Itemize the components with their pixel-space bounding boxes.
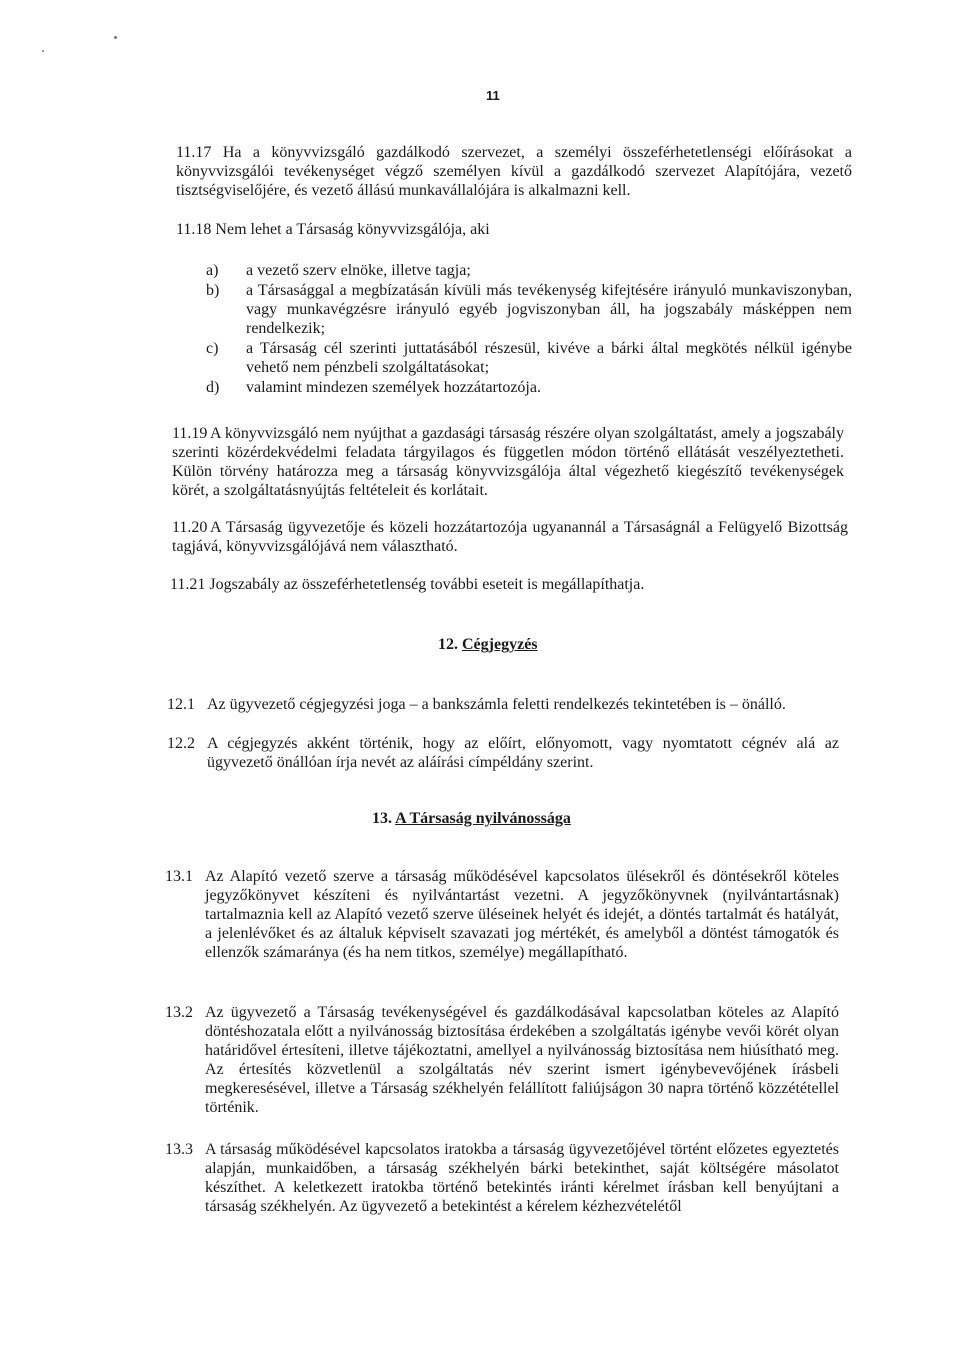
- section-intro: Nem lehet a Társaság könyvvizsgálója, aki: [215, 221, 490, 238]
- item-text: a vezető szerv elnöke, illetve tagja;: [246, 262, 471, 279]
- section-intro-line: [176, 220, 852, 239]
- section-text: [176, 143, 852, 200]
- section-body: A Társaság ügyvezetője és közeli hozzátartozója ugyanannál a Társaságnál a Felügyelő Bizottság tagjává, könyvvizsgálójává nem választható.: [172, 519, 848, 555]
- section-number: 11.19: [172, 425, 208, 442]
- section-body: A cégjegyzés akként történik, hogy az előírt, előnyomott, vagy nyomtatott cégnév alá az ügyvezető önállóan írja nevét az aláírási címpéldány szerint.: [207, 735, 839, 771]
- section-number: 13.3: [165, 1141, 193, 1158]
- condition-item: [206, 339, 852, 377]
- section-body: A könyvvizsgáló nem nyújthat a gazdasági társaság részére olyan szolgáltatást, amely a jogszabály szerinti közérdekvédelmi feladata tárgyilagos és független módon történő ellátását veszélyeztetheti. Külön törvény határozza meg a társaság könyvvizsgálója által végezhető kiegészítő tevékenységek körét, a szolgáltatásnyújtás feltételeit és korlátait.: [172, 425, 844, 499]
- section-body: A társaság működésével kapcsolatos iratokba a társaság ügyvezetőjével történt előzetes egyeztetés alapján, munkaidőben, a társaság székhelyén bárki betekinthet, saját költségére másolatot készíthet. A keletkezett iratokba történő betekintés iránti kérelmet írásban kell benyújtani a társaság székhelyén. Az ügyvezető a betekintést a kérelem kézhezvételétől: [205, 1141, 839, 1215]
- item-label: d): [206, 379, 220, 396]
- section-number: 12.1: [167, 696, 195, 713]
- heading-title: Cégjegyzés: [462, 636, 538, 653]
- heading-number: 13.: [372, 810, 392, 827]
- section-11-19: [172, 424, 844, 500]
- section-13-1: [165, 867, 839, 962]
- section-11-18: [176, 220, 852, 398]
- heading-number: 12.: [438, 636, 458, 653]
- item-label: a): [206, 262, 219, 279]
- scan-speck: [114, 36, 117, 39]
- section-11-20: [172, 518, 848, 556]
- section-body: Jogszabály az összeférhetetlenség további eseteit is megállapíthatja.: [209, 576, 645, 593]
- section-number: 11.21: [170, 576, 206, 593]
- chapter-heading-12: [438, 636, 538, 654]
- section-number: 11.18: [176, 221, 212, 238]
- section-12-2: [167, 734, 839, 772]
- section-number: 13.1: [165, 868, 193, 885]
- section-number: 11.20: [172, 519, 208, 536]
- section-body: Az Alapító vezető szerve a társaság működésével kapcsolatos ülésekről és döntésekről köteles jegyzőkönyvet készíteni és nyilvántartást vezetni. A jegyzőkönyvnek (nyilvántartásnak) tartalmaznia kell az Alapító vezető szerve üléseinek helyét és idejét, a döntés tartalmát és hatályát, a jelenlévőket és az általuk képviselt szavazati jog mértékét, és amelyből a döntést támogatók és ellenzők számaránya (és ha nem titkos, személye) megállapítható.: [205, 868, 839, 961]
- section-12-1: [167, 695, 857, 714]
- item-text: a Társaság cél szerinti juttatásából részesül, kivéve a bárki által megkötés nélkül igénybe vehető nem pénzbeli szolgáltatásokat;: [246, 340, 852, 376]
- condition-item: [206, 261, 852, 280]
- section-body: Az ügyvezető cégjegyzési joga – a bankszámla feletti rendelkezés tekintetében is – önálló.: [207, 696, 786, 713]
- scan-speck: [42, 50, 44, 52]
- condition-item: [206, 378, 852, 397]
- section-number: 12.2: [167, 735, 195, 752]
- item-label: c): [206, 340, 219, 357]
- section-number: 11.17: [176, 144, 212, 161]
- section-13-2: [165, 1003, 839, 1117]
- chapter-heading-13: [372, 810, 571, 828]
- item-label: b): [206, 282, 220, 299]
- section-number: 13.2: [165, 1004, 193, 1021]
- heading-title: A Társaság nyilvánossága: [395, 810, 571, 827]
- condition-item: [206, 281, 852, 338]
- section-11-17: [176, 143, 852, 200]
- section-13-3: [165, 1140, 839, 1216]
- item-text: a Társasággal a megbízatásán kívüli más tevékenység kifejtésére irányuló munkaviszonyban, vagy munkavégzésre irányuló egyéb jogviszonyban áll, ha jogszabály másképpen nem rendelkezik;: [246, 282, 852, 337]
- section-11-21: [170, 575, 850, 594]
- section-body: Ha a könyvvizsgáló gazdálkodó szervezet, a személyi összeférhetetlenségi előírásokat a könyvvizsgálói tevékenységet végző személyen kívül a gazdálkodó szervezet Alapítójára, vezető tisztségviselőjére, és vezető állású munkavállalójára is alkalmazni kell.: [176, 144, 852, 199]
- page-number: 11: [486, 88, 500, 103]
- section-body: Az ügyvezető a Társaság tevékenységével és gazdálkodásával kapcsolatban köteles az Alapító döntéshozatala előtt a nyilvánosság biztosítása érdekében a szolgáltatás igénybe vevői körét olyan határidővel értesíteni, illetve tájékoztatni, amellyel a nyilvánosság biztosítása nem hiúsítható meg. Az értesítés közvetlenül a szolgáltatás név szerint ismert igénybevevőjének írásbeli megkeresésével, illetve a Társaság székhelyén felállított faliújságon 30 napra történő közzététellel történik.: [205, 1004, 839, 1116]
- item-text: valamint mindezen személyek hozzátartozója.: [246, 379, 541, 396]
- condition-list: [206, 261, 852, 397]
